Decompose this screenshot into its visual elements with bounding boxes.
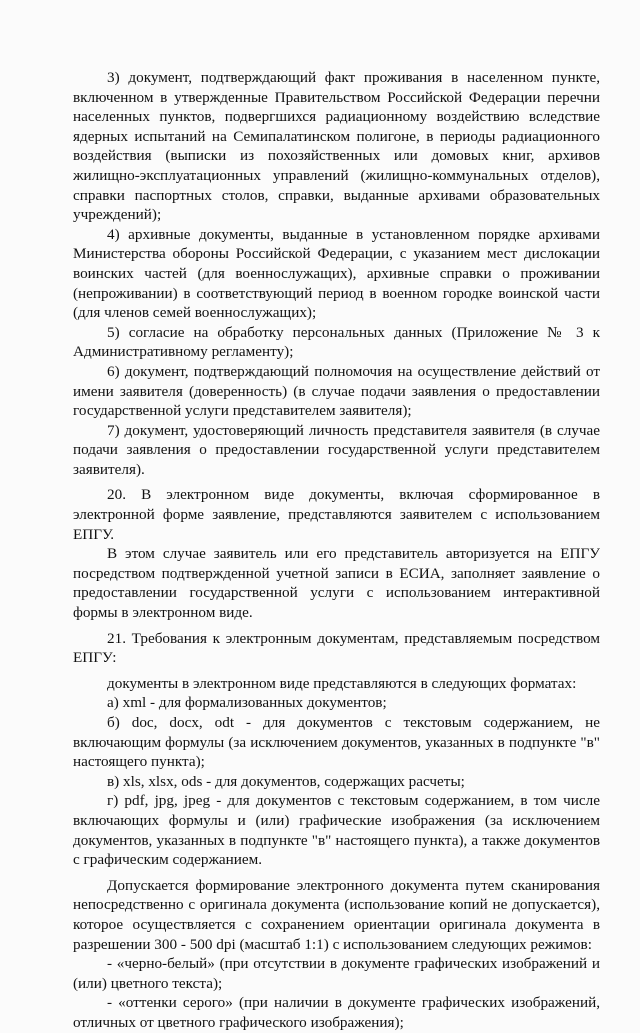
paragraph-epgu-authorization: В этом случае заявитель или его представитель авторизуется на ЕПГУ посредством подтвержденной учетной записи в ЕСИА, заполняет заявление о предоставлении государственной услуги с использованием интерактивной формы в электронном виде. bbox=[73, 545, 600, 622]
paragraph-formats-intro: документы в электронном виде представляются в следующих форматах: bbox=[107, 674, 577, 692]
list-item-black-white: - «черно-белый» (при отсутствии в документе графических изображений и (или) цветного текста); bbox=[73, 955, 600, 992]
paragraph-6-power-of-attorney: 6) документ, подтверждающий полномочия на осуществление действий от имени заявителя (доверенность) (в случае подачи заявления о предоставлении государственной услуги представителем заявителя); bbox=[73, 362, 600, 420]
paragraph-7-representative-id: 7) документ, удостоверяющий личность представителя заявителя (в случае подачи заявления о предоставлении государственной услуги представителем заявителя). bbox=[73, 421, 600, 478]
list-item-b-doc: б) doc, docx, odt - для документов с текстовым содержанием, не включающим формулы (за исключением документов, указанных в подпункте "в" настоящего пункта); bbox=[73, 714, 600, 771]
paragraph-scanning: Допускается формирование электронного документа путем сканирования непосредственно с оригинала документа (использование копий не допускается), которое осуществляется с сохранением ориентации оригинала документа в разрешении 300 - 500 dpi (масштаб 1:1) с использованием следующих режимов: bbox=[73, 876, 600, 953]
paragraph-21-requirements: 21. Требования к электронным документам, представляемым посредством ЕПГУ: bbox=[73, 629, 600, 667]
list-item-a-xml: а) xml - для формализованных документов; bbox=[107, 694, 387, 712]
paragraph-3-residence-proof: 3) документ, подтверждающий факт проживания в населенном пункте, включенном в утвержденные Правительством Российской Федерации перечни населенных пунктов, подвергшихся радиационному воздействию вследствие ядерных испытаний на Семипалатинском полигоне, в периоды радиационного воздействия (выписки из похозяйственных или домовых книг, архивов жилищно-эксплуатационных управлений (жилищно-коммунальных отделов), справки паспортных столов, справки, выданные архивами образовательных учреждений); bbox=[73, 69, 600, 224]
paragraph-20-electronic-submission: 20. В электронном виде документы, включая сформированное в электронной форме заявление, представляются заявителем с использованием ЕПГУ. bbox=[73, 486, 600, 543]
paragraph-4-archive-documents: 4) архивные документы, выданные в установленном порядке архивами Министерства обороны Российской Федерации, с указанием мест дислокации воинских частей (для военнослужащих), архивные справки о проживании (непроживании) в соответствующий период в военном городке воинской части (для членов семей военнослужащих); bbox=[73, 225, 600, 322]
list-item-v-xls: в) xls, xlsx, ods - для документов, содержащих расчеты; bbox=[107, 772, 465, 790]
list-item-g-pdf: г) pdf, jpg, jpeg - для документов с текстовым содержанием, в том числе включающих формулы и (или) графические изображения (за исключением документов, указанных в подпункте "в" настоящего пункта), а также документов с графическим содержанием. bbox=[73, 792, 600, 869]
paragraph-5-personal-data-consent: 5) согласие на обработку персональных данных (Приложение № 3 к Административному регламенту); bbox=[73, 323, 600, 361]
list-item-grayscale: - «оттенки серого» (при наличии в документе графических изображений, отличных от цветного графического изображения); bbox=[73, 994, 600, 1031]
